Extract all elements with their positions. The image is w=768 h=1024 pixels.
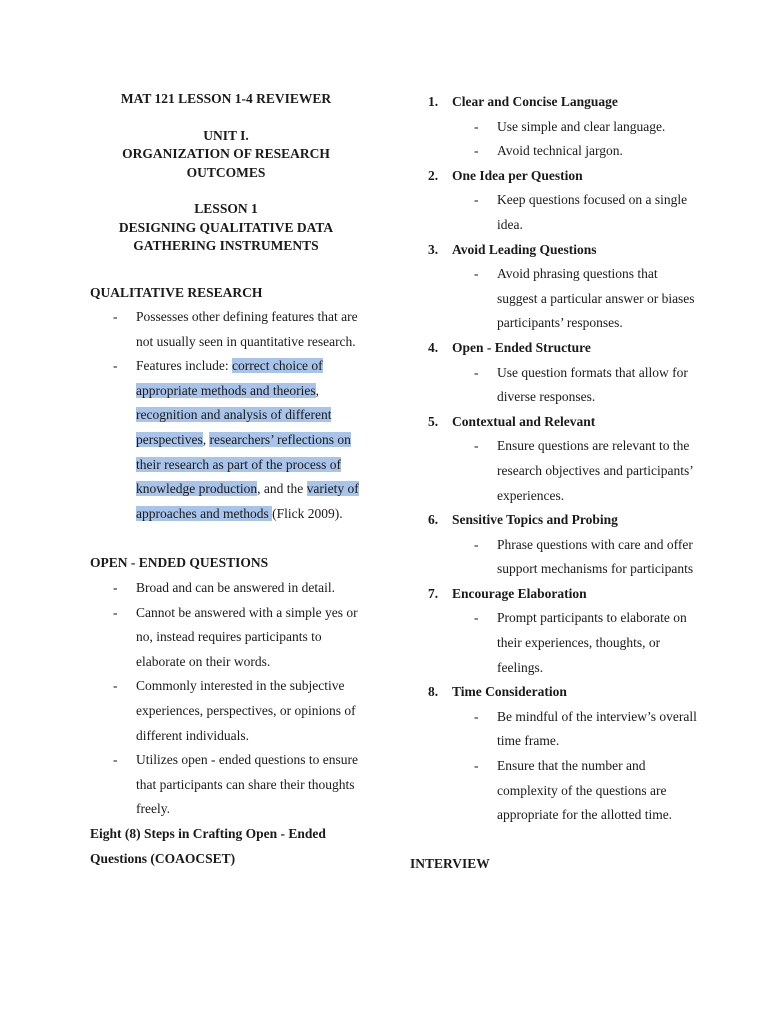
step-title: Contextual and Relevant xyxy=(452,413,596,429)
step-title: Open - Ended Structure xyxy=(452,339,591,355)
step-title: One Idea per Question xyxy=(452,167,583,183)
step-number: 8. xyxy=(428,684,439,700)
step-subitem: - Avoid phrasing questions that suggest a particular answer or biases participants’ responses. xyxy=(474,266,695,331)
step-title: Clear and Concise Language xyxy=(452,94,618,109)
highlighted-text: recognition and analysis of different perspectives xyxy=(136,407,332,448)
step-subitem: - Phrase questions with care and offer support mechanisms for participants xyxy=(474,536,694,577)
step-item xyxy=(410,582,700,680)
unit-title: ORGANIZATION OF RESEARCH OUTCOMES xyxy=(122,146,330,180)
step-number: 3. xyxy=(428,241,439,257)
step-subitem-text: Avoid phrasing questions that suggest a particular answer or biases participants’ responses. xyxy=(497,266,695,331)
step-number: 1. xyxy=(428,94,439,109)
step-title: Encourage Elaboration xyxy=(452,585,587,601)
step-subitem-text: Be mindful of the interview’s overall time frame. xyxy=(497,708,697,749)
list-item: - Utilizes open - ended questions to ensure that participants can share their thoughts freely. xyxy=(113,752,358,817)
step-item xyxy=(410,238,700,336)
open-ended-questions-heading: OPEN - ENDED QUESTIONS xyxy=(90,555,269,571)
features-intro: Features include: xyxy=(136,358,232,374)
steps-heading: Eight (8) Steps in Crafting Open - Ended Questions (COAOCSET) xyxy=(90,825,326,866)
list-item: - Broad and can be answered in detail. xyxy=(113,580,336,596)
qualitative-research-list xyxy=(90,305,362,526)
step-subitem: - Prompt participants to elaborate on their experiences, thoughts, or feelings. xyxy=(474,610,687,675)
step-subitem: - Keep questions focused on a single idea. xyxy=(474,192,688,232)
step-subitem-text: Avoid technical jargon. xyxy=(497,143,623,159)
list-item: - Possesses other defining features that are not usually seen in quantitative research. xyxy=(113,309,358,349)
interview-heading: INTERVIEW xyxy=(410,855,490,871)
unit-number: UNIT I. xyxy=(203,127,249,143)
step-item xyxy=(410,680,700,828)
list-item-features: - Features include: correct choice of appropriate methods and theories, recognition and analysis of different perspectives, researchers’ reflections on their research as part of the process of knowledge production, and the variety of approaches and methods (Flick 2009). xyxy=(113,358,359,521)
step-item xyxy=(410,508,700,582)
step-subitem-text: Ensure questions are relevant to the research objectives and participants’ experiences. xyxy=(497,438,693,503)
highlighted-text: variety of approaches and methods xyxy=(136,481,359,521)
list-item-text: Possesses other defining features that are not usually seen in quantitative research. xyxy=(136,309,358,349)
step-subitem-text: Phrase questions with care and offer support mechanisms for participants xyxy=(497,536,694,577)
list-item-text: Cannot be answered with a simple yes or no, instead requires participants to elaborate on their words. xyxy=(136,604,358,669)
step-item xyxy=(410,90,700,164)
step-item xyxy=(410,336,700,410)
step-subitem: - Use simple and clear language. xyxy=(474,118,666,134)
step-subitem-text: Keep questions focused on a single idea. xyxy=(497,192,688,232)
features-text xyxy=(136,358,359,521)
step-number: 4. xyxy=(428,339,439,355)
step-title: Sensitive Topics and Probing xyxy=(452,512,618,528)
right-column xyxy=(410,90,700,876)
step-subitem: - Be mindful of the interview’s overall time frame. xyxy=(474,708,697,749)
step-subitem: - Ensure that the number and complexity of the questions are appropriate for the allotted time. xyxy=(474,758,673,823)
step-subitem-text: Prompt participants to elaborate on their experiences, thoughts, or feelings. xyxy=(497,610,687,675)
lesson-number: LESSON 1 xyxy=(194,201,258,216)
step-title: Time Consideration xyxy=(452,684,567,700)
step-subitem-text: Ensure that the number and complexity of the questions are appropriate for the allotted time. xyxy=(497,758,673,823)
left-column xyxy=(90,90,362,871)
step-subitem-text: Use question formats that allow for diverse responses. xyxy=(497,364,688,405)
step-subitem: - Use question formats that allow for diverse responses. xyxy=(474,364,688,405)
step-item xyxy=(410,164,700,238)
highlighted-text: correct choice of appropriate methods and theories xyxy=(136,358,323,398)
separator-text: , and the xyxy=(257,481,307,497)
qualitative-research-heading: QUALITATIVE RESEARCH xyxy=(90,284,263,300)
separator-text: , xyxy=(315,382,319,398)
step-item xyxy=(410,410,700,508)
citation-text: (Flick 2009). xyxy=(272,505,343,521)
list-item-text: Broad and can be answered in detail. xyxy=(136,580,336,596)
step-subitem: - Avoid technical jargon. xyxy=(474,143,623,159)
open-ended-list xyxy=(90,576,362,822)
step-number: 6. xyxy=(428,512,439,528)
list-item: - Commonly interested in the subjective experiences, perspectives, or opinions of different individuals. xyxy=(113,678,356,743)
list-item-text: Utilizes open - ended questions to ensure that participants can share their thoughts freely. xyxy=(136,752,358,817)
step-number: 7. xyxy=(428,585,439,601)
step-number: 2. xyxy=(428,167,439,183)
separator-text: , xyxy=(202,432,210,448)
step-subitem-text: Use simple and clear language. xyxy=(497,118,666,134)
step-subitem: - Ensure questions are relevant to the research objectives and participants’ experiences. xyxy=(474,438,693,503)
highlighted-text: researchers’ reflections on their research as part of the process of knowledge production xyxy=(136,432,351,497)
step-number: 5. xyxy=(428,413,439,429)
lesson-title: DESIGNING QUALITATIVE DATA GATHERING INSTRUMENTS xyxy=(118,219,334,253)
document-title: MAT 121 LESSON 1-4 REVIEWER xyxy=(120,91,332,106)
step-title: Avoid Leading Questions xyxy=(452,241,597,257)
list-item-text: Commonly interested in the subjective experiences, perspectives, or opinions of different individuals. xyxy=(136,678,356,743)
list-item: - Cannot be answered with a simple yes or no, instead requires participants to elaborate on their words. xyxy=(113,604,358,669)
